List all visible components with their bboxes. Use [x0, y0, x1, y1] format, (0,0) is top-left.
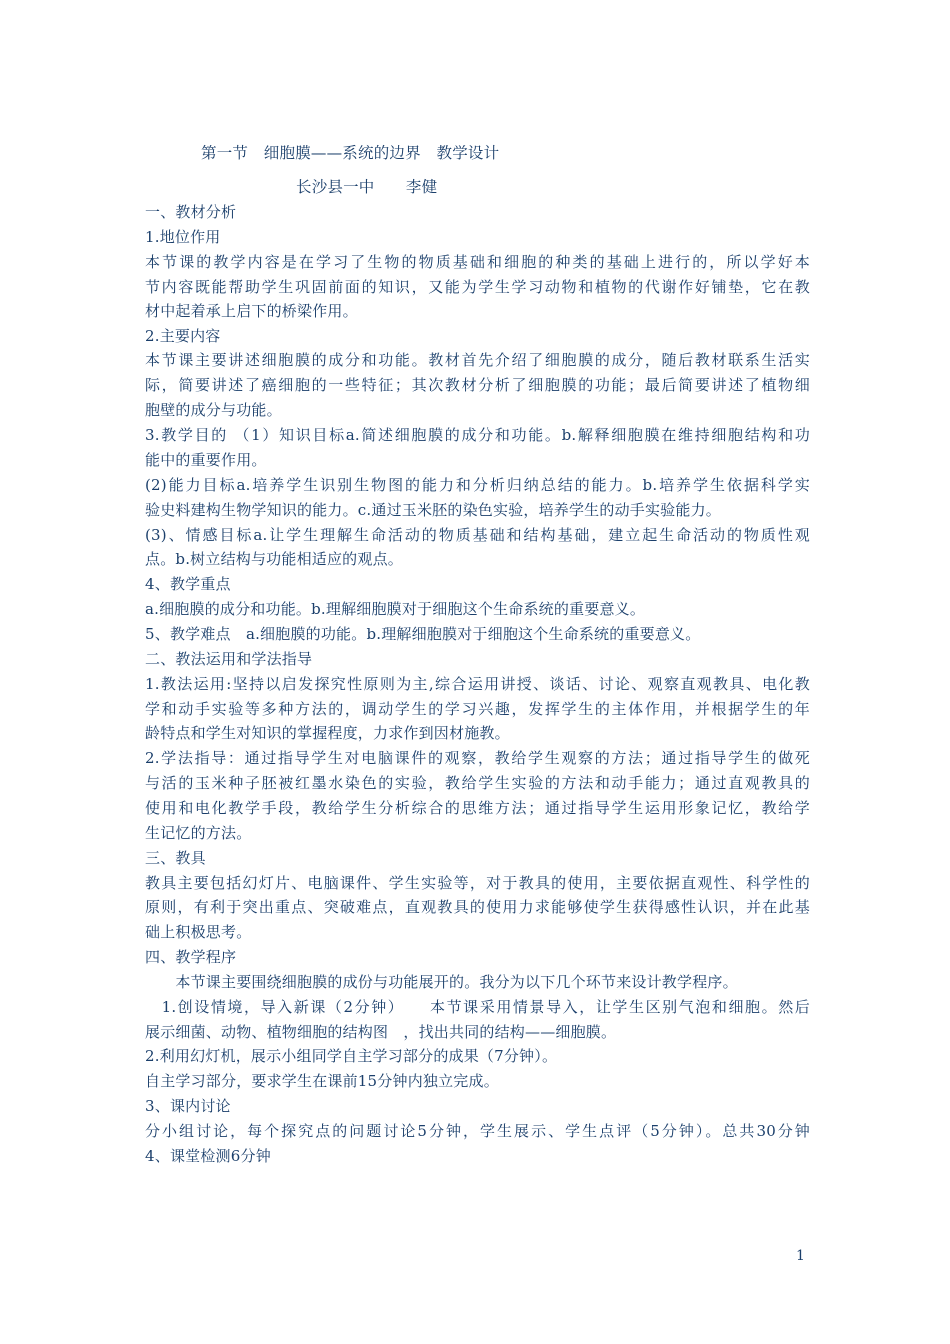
paragraph-line: 学和动手实验等多种方法的，调动学生的学习兴趣，发挥学生的主体作用，并根据学生的年 [145, 700, 810, 718]
paragraph-line: 点。b.树立结构与功能相适应的观点。 [145, 550, 403, 568]
paragraph-line: 分小组讨论，每个探究点的问题讨论5分钟，学生展示、学生点评（5分钟）。总共30分钟 [145, 1122, 810, 1140]
paragraph-line: 际，简要讲述了癌细胞的一些特征；其次教材分析了细胞膜的功能；最后简要讲述了植物细 [145, 376, 810, 394]
paragraph-line: 5、教学难点 a.细胞膜的功能。b.理解细胞膜对于细胞这个生命系统的重要意义。 [145, 625, 701, 643]
subheading-classroom-test: 4、课堂检测6分钟 [145, 1147, 271, 1165]
section-heading-methods: 二、教法运用和学法指导 [145, 650, 313, 668]
paragraph-line: 本节课的教学内容是在学习了生物的物质基础和细胞的种类的基础上进行的，所以学好本 [145, 253, 810, 271]
document-author: 长沙县一中 李健 [296, 178, 438, 196]
paragraph-line: a.细胞膜的成分和功能。b.理解细胞膜对于细胞这个生命系统的重要意义。 [145, 600, 646, 618]
paragraph-line: 原则，有利于突出重点、突破难点，直观教具的使用力求能够使学生获得感性认识，并在此基 [145, 898, 810, 916]
subheading-key-points: 4、教学重点 [145, 575, 231, 593]
paragraph-line: 验史料建构生物学知识的能力。c.通过玉米胚的染色实验，培养学生的动手实验能力。 [145, 501, 721, 519]
paragraph-line: 1.创设情境，导入新课（2分钟） 本节课采用情景导入，让学生区别气泡和细胞。然后 [145, 998, 810, 1016]
paragraph-line: 2.利用幻灯机，展示小组同学自主学习部分的成果（7分钟）。 [145, 1047, 558, 1065]
section-heading-textbook-analysis: 一、教材分析 [145, 203, 237, 221]
subheading-discussion: 3、课内讨论 [145, 1097, 231, 1115]
section-heading-teaching-aids: 三、教具 [145, 849, 206, 867]
paragraph-line: 展示细菌、动物、植物细胞的结构图 ，找出共同的结构——细胞膜。 [145, 1023, 617, 1041]
paragraph-line: 能中的重要作用。 [145, 451, 267, 469]
paragraph-line: 3.教学目的 （1）知识目标a.简述细胞膜的成分和功能。b.解释细胞膜在维持细胞结构和功 [145, 426, 810, 444]
section-heading-teaching-procedure: 四、教学程序 [145, 948, 237, 966]
page-number: 1 [796, 1248, 805, 1264]
paragraph-line: 龄特点和学生对知识的掌握程度，力求作到因材施教。 [145, 724, 510, 742]
paragraph-line: 本节课主要围绕细胞膜的成份与功能展开的。我分为以下几个环节来设计教学程序。 [145, 973, 738, 991]
paragraph-line: 础上积极思考。 [145, 923, 252, 941]
paragraph-line: 教具主要包括幻灯片、电脑课件、学生实验等，对于教具的使用，主要依据直观性、科学性的 [145, 874, 810, 892]
paragraph-line: 2.学法指导：通过指导学生对电脑课件的观察，教给学生观察的方法；通过指导学生的做死 [145, 749, 810, 767]
subheading-main-content: 2.主要内容 [145, 327, 221, 345]
paragraph-line: 本节课主要讲述细胞膜的成分和功能。教材首先介绍了细胞膜的成分，随后教材联系生活实 [145, 351, 810, 369]
paragraph-line: 胞壁的成分与功能。 [145, 401, 282, 419]
paragraph-line: 节内容既能帮助学生巩固前面的知识，又能为学生学习动物和植物的代谢作好铺垫，它在教 [145, 278, 810, 296]
paragraph-line: (3)、情感目标a.让学生理解生命活动的物质基础和结构基础，建立起生命活动的物质性观 [145, 526, 810, 544]
paragraph-line: 自主学习部分，要求学生在课前15分钟内独立完成。 [145, 1072, 499, 1090]
paragraph-line: 使用和电化教学手段，教给学生分析综合的思维方法；通过指导学生运用形象记忆，教给学 [145, 799, 810, 817]
document-title: 第一节 细胞膜——系统的边界 教学设计 [201, 144, 500, 162]
paragraph-line: 材中起着承上启下的桥梁作用。 [145, 302, 358, 320]
paragraph-line: 与活的玉米种子胚被红墨水染色的实验，教给学生实验的方法和动手能力；通过直观教具的 [145, 774, 810, 792]
paragraph-line: 生记忆的方法。 [145, 824, 252, 842]
subheading-role: 1.地位作用 [145, 228, 221, 246]
paragraph-line: 1.教法运用:坚持以启发探究性原则为主,综合运用讲授、谈话、讨论、观察直观教具、电化教 [145, 675, 810, 693]
paragraph-line: (2)能力目标a.培养学生识别生物图的能力和分析归纳总结的能力。b.培养学生依据科学实 [145, 476, 810, 494]
